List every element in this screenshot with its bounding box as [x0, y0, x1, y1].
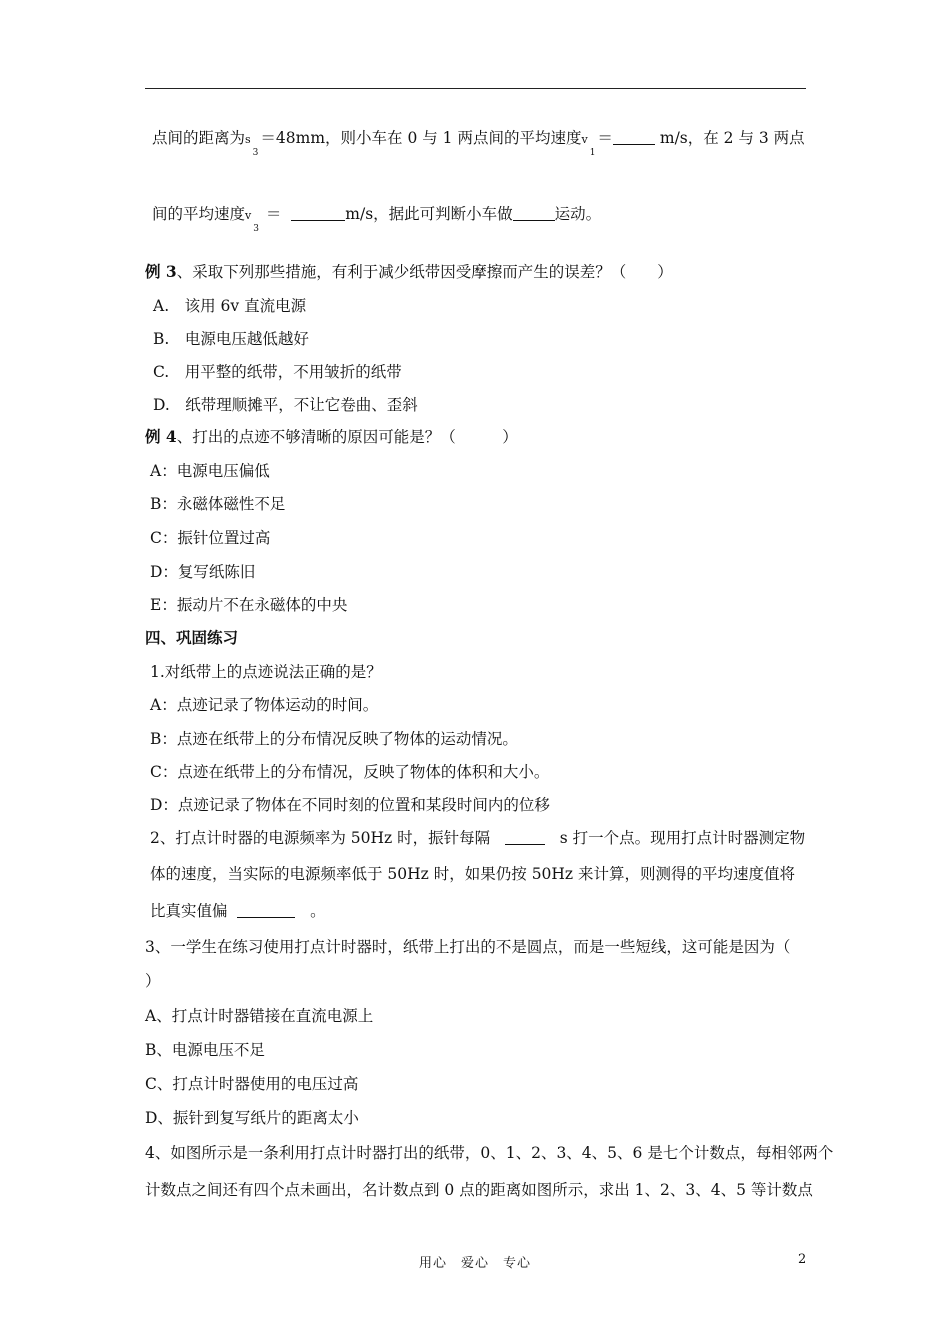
option: C. 用平整的纸带，不用皱折的纸带 [153, 363, 402, 381]
option: A：电源电压偏低 [150, 462, 270, 480]
option: A：点迹记录了物体运动的时间。 [150, 696, 379, 714]
symbol-s3: s3 [245, 133, 259, 158]
option: B：点迹在纸带上的分布情况反映了物体的运动情况。 [150, 730, 518, 748]
question-2-line-3: 比真实值偏 。 [150, 902, 326, 920]
header-rule [145, 88, 806, 89]
footer-slogan: 用心 爱心 专心 [418, 1256, 531, 1271]
question-3-line-2: ） [145, 972, 161, 990]
option: C、打点计时器使用的电压过高 [145, 1075, 359, 1093]
option: C：点迹在纸带上的分布情况，反映了物体的体积和大小。 [150, 763, 550, 781]
question-4-line-1: 4、如图所示是一条利用打点计时器打出的纸带，0、1、2、3、4、5、6 是七个计数点，每相邻两个 [145, 1144, 834, 1162]
page-number: 2 [798, 1252, 807, 1267]
option: E：振动片不在永磁体的中央 [150, 596, 348, 614]
option: D：复写纸陈旧 [150, 563, 256, 581]
answer-blank[interactable] [237, 903, 295, 918]
option: A、打点计时器错接在直流电源上 [145, 1007, 374, 1025]
answer-blank[interactable] [613, 130, 655, 145]
answer-blank[interactable] [513, 206, 555, 221]
answer-blank[interactable] [291, 206, 345, 221]
option: C：振针位置过高 [150, 529, 271, 547]
question-4-line-2: 计数点之间还有四个点未画出，名计数点到 0 点的距离如图所示，求出 1、2、3、4、5 等计数点 [145, 1181, 813, 1199]
option: D. 纸带理顺摊平，不让它卷曲、歪斜 [153, 396, 418, 414]
example-4-question: 例 4、打出的点迹不够清晰的原因可能是？（ ） [145, 427, 518, 446]
option: D：点迹记录了物体在不同时刻的位置和某段时间内的位移 [150, 796, 550, 814]
question-2-line-1: 2、打点计时器的电源频率为 50Hz 时，振针每隔 s 打一个点。现用打点计时器测定物 [150, 829, 806, 847]
question-1: 1.对纸带上的点迹说法正确的是？ [150, 663, 382, 681]
option: A. 该用 6v 直流电源 [153, 297, 307, 315]
text-line-p1: 点间的距离为s3＝48mm，则小车在 0 与 1 两点间的平均速度v1＝ m/s，在 2 与 3 两点 [152, 128, 805, 163]
section-heading: 四、巩固练习 [145, 628, 239, 647]
symbol-v3: v3 [245, 209, 259, 234]
option: B、电源电压不足 [145, 1041, 265, 1059]
text: 点间的距离为 [152, 129, 246, 147]
symbol-v1: v1 [581, 133, 596, 158]
option: B：永磁体磁性不足 [150, 495, 286, 513]
option: B. 电源电压越低越好 [153, 330, 309, 348]
text-line-p2: 间的平均速度v3 ＝ m/s，据此可判断小车做 运动。 [152, 204, 601, 239]
answer-blank[interactable] [505, 830, 545, 845]
option: D、振针到复写纸片的距离太小 [145, 1109, 359, 1127]
question-2-line-2: 体的速度，当实际的电源频率低于 50Hz 时，如果仍按 50Hz 来计算，则测得的平均速度值将 [150, 865, 796, 883]
example-3-question: 例 3、采取下列那些措施，有利于减少纸带因受摩擦而产生的误差？（ ） [145, 262, 673, 281]
question-3-line-1: 3、一学生在练习使用打点计时器时，纸带上打出的不是圆点，而是一些短线，这可能是因为（ [145, 938, 791, 956]
